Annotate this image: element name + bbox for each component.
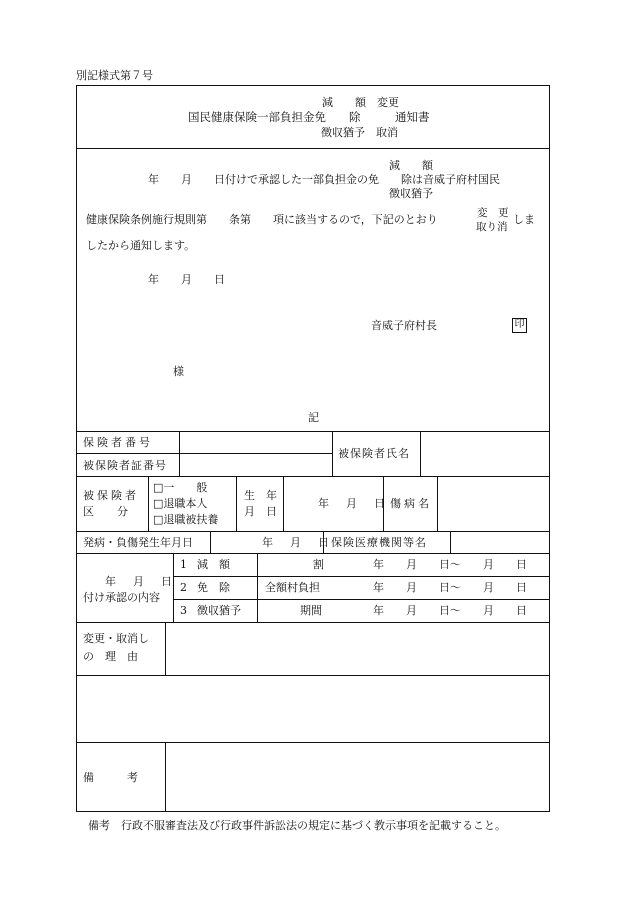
disease-label: 傷病名 [390, 497, 432, 510]
onset-label: 発病・負傷発生年月日 [83, 536, 193, 549]
body-stack-bottom: 徴収猶予 [389, 187, 433, 200]
approval-row-1-detail: 割 [313, 558, 324, 571]
seal-mark: 印 [512, 318, 527, 333]
approval-label-2: 付け承認の内容 [83, 591, 160, 604]
reason-label-2: の 理 由 [83, 650, 138, 663]
category-label-1: 被保険者 [83, 489, 139, 502]
insured-name-label: 被保険者氏名 [338, 447, 410, 460]
title-top: 減 額 変更 [322, 96, 399, 109]
approval-row-1-type: 減 額 [197, 558, 230, 571]
category-label-2: 区 分 [83, 505, 134, 518]
ki-heading: 記 [308, 411, 319, 424]
category-retired-dependent: □退職被扶養 [153, 513, 219, 526]
body-line-2: 健康保険条例施行規則第 条第 項に該当するので，下記のとおり [86, 213, 438, 226]
issue-date: 年 月 日 [148, 273, 225, 286]
approval-row-3-period: 年 月 日〜 月 日 [373, 604, 527, 617]
approval-row-3-detail: 期間 [300, 604, 322, 617]
approval-row-1-no: 1 [180, 558, 187, 571]
body-stack-top: 減 額 [389, 159, 433, 172]
body-line-3: したから通知します。 [86, 239, 196, 252]
addressee-sama: 様 [173, 365, 184, 378]
body-line-1: 年 月 日付けで承認した一部負担金の免 除は音威子府村国民 [148, 173, 500, 186]
birth-date: 年 月 日 [318, 497, 388, 510]
remarks-label: 備 考 [83, 771, 138, 784]
mayor-title: 音威子府村長 [371, 319, 437, 332]
institution-label: 保険医療機関等名 [331, 536, 427, 549]
title-divider [76, 148, 550, 149]
title-main: 国民健康保険一部負担金免 除 通知書 [188, 110, 430, 124]
onset-date: 年 月 日 [262, 536, 332, 549]
approval-row-2-no: 2 [180, 581, 187, 594]
title-bottom: 徴収猶予 取消 [321, 126, 398, 139]
footer-note: 備考 行政不服審査法及び行政事件訴訟法の規定に基づく教示事項を記載すること。 [88, 819, 506, 832]
category-general: □一 般 [153, 481, 208, 494]
approval-row-2-detail: 全額村負担 [265, 581, 320, 594]
approval-row-1-period: 年 月 日〜 月 日 [373, 558, 527, 571]
reason-label-1: 変更・取消し [83, 632, 149, 645]
approval-row-2-type: 免 除 [197, 581, 230, 594]
body-line-2-tail: しま [513, 213, 535, 226]
table-top-line [76, 431, 550, 432]
insured-card-number-label: 被保険者証番号 [83, 459, 167, 472]
approval-label-1: 年 月 日 [105, 575, 175, 588]
insurer-number-label: 保険者番号 [83, 436, 153, 449]
birth-label-2: 月 日 [244, 505, 277, 518]
form-number: 別記様式第７号 [76, 69, 153, 82]
birth-label-1: 生 年 [244, 489, 277, 502]
approval-row-3-type: 徴収猶予 [197, 604, 241, 617]
body-change-top: 変 更 [477, 207, 509, 219]
approval-row-2-period: 年 月 日〜 月 日 [373, 581, 527, 594]
body-change-bottom: 取り消 [476, 221, 508, 233]
category-retired-self: □退職本人 [153, 497, 208, 510]
approval-row-3-no: 3 [180, 604, 187, 617]
